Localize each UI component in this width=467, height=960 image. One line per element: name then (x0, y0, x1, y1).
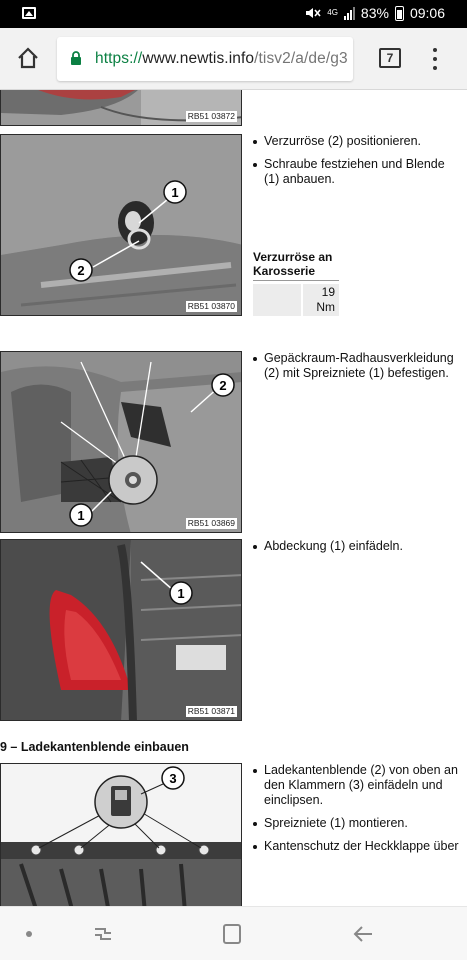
clock: 09:06 (409, 5, 445, 21)
step-item: Gepäckraum-Radhausverkleidung (2) mit Spreizniete (1) befestigen. (250, 351, 460, 381)
callout-label: 2 (77, 263, 85, 278)
torque-cell-empty (253, 284, 301, 316)
torque-value: 19 Nm (303, 284, 339, 316)
step-list (250, 351, 460, 389)
step-list (250, 539, 460, 562)
url-scheme: https:// (95, 50, 143, 67)
torque-header: Verzurröse an Karosserie (253, 250, 339, 281)
page-content (0, 90, 467, 906)
signal-icon (344, 6, 355, 20)
figure-image (0, 763, 242, 906)
lock-icon (70, 51, 82, 65)
step-item: Ladekantenblende (2) von oben an den Klammern (3) einfädeln und einclipsen. (250, 763, 460, 808)
callout-label: 2 (219, 378, 227, 393)
figure-code: RB51 03872 (187, 111, 235, 121)
home-button-icon[interactable] (223, 924, 241, 944)
callout-label: 1 (177, 586, 185, 601)
nav-dot-indicator (26, 931, 32, 937)
step-item: Abdeckung (1) einfädeln. (250, 539, 460, 554)
status-icons (305, 5, 445, 21)
recent-apps-icon[interactable] (93, 925, 113, 943)
figure-code: RB51 03871 (187, 706, 235, 716)
step-list (250, 763, 460, 862)
battery-percent: 83% (360, 5, 389, 21)
figure-code: RB51 03870 (187, 301, 235, 311)
section-heading: 9 – Ladekantenblende einbauen (0, 740, 189, 754)
url-text (95, 50, 348, 68)
address-bar[interactable] (57, 37, 353, 81)
system-nav-bar (0, 906, 467, 960)
figure-image (0, 90, 242, 126)
callout-label: 1 (77, 508, 85, 523)
step-item: Schraube festziehen und Blende (1) anbauen. (250, 157, 460, 187)
network-type: 4G (327, 8, 338, 17)
url-path: /tisv2/a/de/g3 (254, 50, 348, 67)
callout-label: 3 (169, 771, 177, 786)
figure-image (0, 134, 242, 316)
mute-icon (305, 6, 321, 20)
callout-label: 1 (171, 185, 179, 200)
overflow-menu-button[interactable] (428, 46, 442, 72)
back-arrow-icon[interactable] (352, 924, 374, 944)
figure-image (0, 539, 242, 721)
step-list (250, 134, 460, 195)
figure-code: RB51 03869 (187, 518, 235, 528)
browser-toolbar (0, 28, 467, 90)
status-bar (0, 0, 467, 28)
step-item: Spreizniete (1) montieren. (250, 816, 460, 831)
gallery-notification-icon (22, 7, 36, 19)
step-item: Kantenschutz der Heckklappe über (250, 839, 460, 854)
battery-icon (395, 6, 404, 21)
url-host: www.newtis.info (142, 50, 255, 67)
step-item: Verzurröse (2) positionieren. (250, 134, 460, 149)
torque-table (253, 250, 339, 316)
figure-image (0, 351, 242, 533)
home-icon[interactable] (16, 46, 40, 70)
tab-switcher-button[interactable]: 7 (379, 48, 401, 68)
